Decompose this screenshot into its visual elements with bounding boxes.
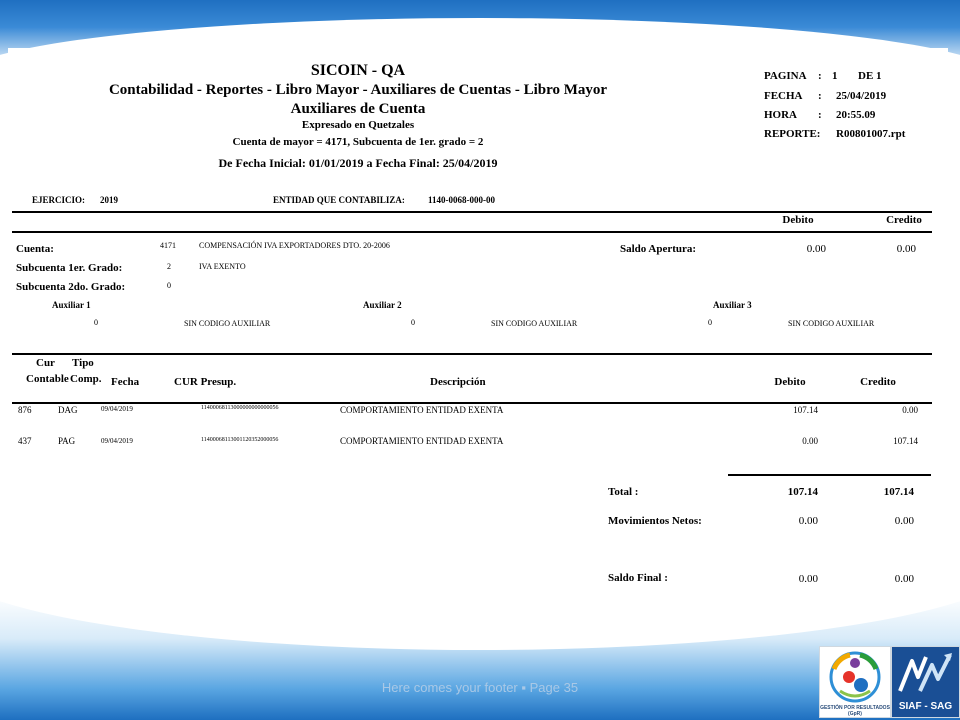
row-credito: 0.00 xyxy=(902,405,918,415)
auxiliar-1-label: Auxiliar 1 xyxy=(52,300,91,310)
th-descripcion: Descripción xyxy=(430,376,486,388)
th-cur-presup: CUR Presup. xyxy=(174,376,237,388)
pagina-value: 1 xyxy=(832,70,838,82)
movimientos-netos-credito: 0.00 xyxy=(894,515,914,527)
hora-label: HORA xyxy=(764,109,797,121)
th-fecha: Fecha xyxy=(111,376,140,388)
row-credito: 107.14 xyxy=(893,436,918,446)
siaf-logo-text: SIAF - SAG xyxy=(898,701,953,712)
saldo-final-debito: 0.00 xyxy=(798,573,818,585)
totals-divider xyxy=(728,474,931,476)
auxiliar-2-label: Auxiliar 2 xyxy=(363,300,402,310)
hora-value: 20:55.09 xyxy=(836,109,876,121)
de-value: 1 xyxy=(876,70,882,82)
th-contable: Contable xyxy=(26,373,69,385)
row-cur-presup: 11400068113000000000000056 xyxy=(201,405,279,411)
row-tipo: DAG xyxy=(58,405,78,415)
cuenta-code: 4171 xyxy=(160,241,176,250)
divider xyxy=(12,211,932,213)
gpr-logo-icon xyxy=(820,647,890,705)
pagina-label: PAGINA xyxy=(764,70,807,82)
divider xyxy=(12,353,932,355)
movimientos-netos-label: Movimientos Netos: xyxy=(608,515,702,527)
auxiliar-1-name: SIN CODIGO AUXILIAR xyxy=(184,319,271,328)
divider xyxy=(12,231,932,233)
th-tipo: Tipo xyxy=(72,357,94,369)
auxiliar-2-name: SIN CODIGO AUXILIAR xyxy=(491,319,578,328)
saldo-apertura-credito: 0.00 xyxy=(896,243,916,255)
sub1-name: IVA EXENTO xyxy=(199,262,246,271)
th-debito: Debito xyxy=(774,376,806,388)
footer-page: Page 35 xyxy=(529,680,579,695)
row-descripcion: COMPORTAMIENTO ENTIDAD EXENTA xyxy=(340,405,504,415)
total-credito: 107.14 xyxy=(883,486,914,498)
gpr-logo-text: GESTIÓN POR RESULTADOS (GpR) xyxy=(820,705,890,717)
saldo-apertura-label: Saldo Apertura: xyxy=(620,243,697,255)
de-label: DE xyxy=(858,70,874,82)
th-comp: Comp. xyxy=(70,373,102,385)
reporte-value: R00801007.rpt xyxy=(836,128,906,140)
auxiliar-3-label: Auxiliar 3 xyxy=(713,300,752,310)
saldo-final-label: Saldo Final : xyxy=(608,572,668,584)
report-date-line: De Fecha Inicial: 01/01/2019 a Fecha Final: 25/04/2019 xyxy=(218,156,498,170)
siaf-sag-logo xyxy=(891,646,960,718)
gpr-logo xyxy=(819,646,891,718)
row-cur-presup: 11400068113001120352000056 xyxy=(201,437,279,443)
entidad-value: 1140-0068-000-00 xyxy=(428,195,495,205)
saldo-final-credito: 0.00 xyxy=(894,573,914,585)
total-debito: 107.14 xyxy=(787,486,818,498)
row-cur: 876 xyxy=(18,405,32,415)
sub2-label: Subcuenta 2do. Grado: xyxy=(16,281,126,293)
th-cur: Cur xyxy=(36,357,55,369)
entidad-label: ENTIDAD QUE CONTABILIZA: xyxy=(273,195,405,205)
th-credito: Credito xyxy=(860,376,896,388)
row-descripcion: COMPORTAMIENTO ENTIDAD EXENTA xyxy=(340,436,504,446)
auxiliar-1-code: 0 xyxy=(94,318,98,327)
report-currency: Expresado en Quetzales xyxy=(301,119,415,131)
row-fecha: 09/04/2019 xyxy=(101,405,133,413)
saldo-apertura-debito: 0.00 xyxy=(806,243,826,255)
report-sheet xyxy=(8,48,948,600)
sub2-code: 0 xyxy=(167,281,171,290)
fecha-value: 25/04/2019 xyxy=(836,90,887,102)
colon: : xyxy=(818,109,822,121)
ejercicio-label: EJERCICIO: xyxy=(32,195,86,205)
sub1-label: Subcuenta 1er. Grado: xyxy=(16,262,123,274)
ejercicio-value: 2019 xyxy=(100,195,118,205)
row-cur: 437 xyxy=(18,436,32,446)
auxiliar-3-name: SIN CODIGO AUXILIAR xyxy=(788,319,875,328)
reporte-label: REPORTE: xyxy=(764,128,821,140)
report-account-line: Cuenta de mayor = 4171, Subcuenta de 1er. grado = 2 xyxy=(232,136,484,148)
slide-footer xyxy=(0,680,960,695)
sub1-code: 2 xyxy=(167,262,171,271)
divider xyxy=(12,402,932,404)
row-debito: 0.00 xyxy=(802,436,818,446)
colon: : xyxy=(818,70,822,82)
row-debito: 107.14 xyxy=(793,405,818,415)
total-label: Total : xyxy=(608,486,639,498)
auxiliar-3-code: 0 xyxy=(708,318,712,327)
fecha-label: FECHA xyxy=(764,90,803,102)
colon: : xyxy=(818,90,822,102)
auxiliar-2-code: 0 xyxy=(411,318,415,327)
cuenta-label: Cuenta: xyxy=(16,243,54,255)
siaf-arrows-icon xyxy=(892,647,959,699)
header-debito: Debito xyxy=(782,214,814,226)
report-subtitle: Contabilidad - Reportes - Libro Mayor - Auxiliares de Cuentas - Libro Mayor xyxy=(108,82,608,98)
report-subtitle2: Auxiliares de Cuenta xyxy=(290,101,426,117)
cuenta-name: COMPENSACIÓN IVA EXPORTADORES DTO. 20-2006 xyxy=(199,241,390,250)
row-tipo: PAG xyxy=(58,436,76,446)
row-fecha: 09/04/2019 xyxy=(101,437,133,445)
movimientos-netos-debito: 0.00 xyxy=(798,515,818,527)
report-title: SICOIN - QA xyxy=(310,62,406,79)
footer-separator: ▪ xyxy=(521,680,526,695)
footer-text: Here comes your footer xyxy=(381,680,518,695)
header-credito: Credito xyxy=(886,214,922,226)
